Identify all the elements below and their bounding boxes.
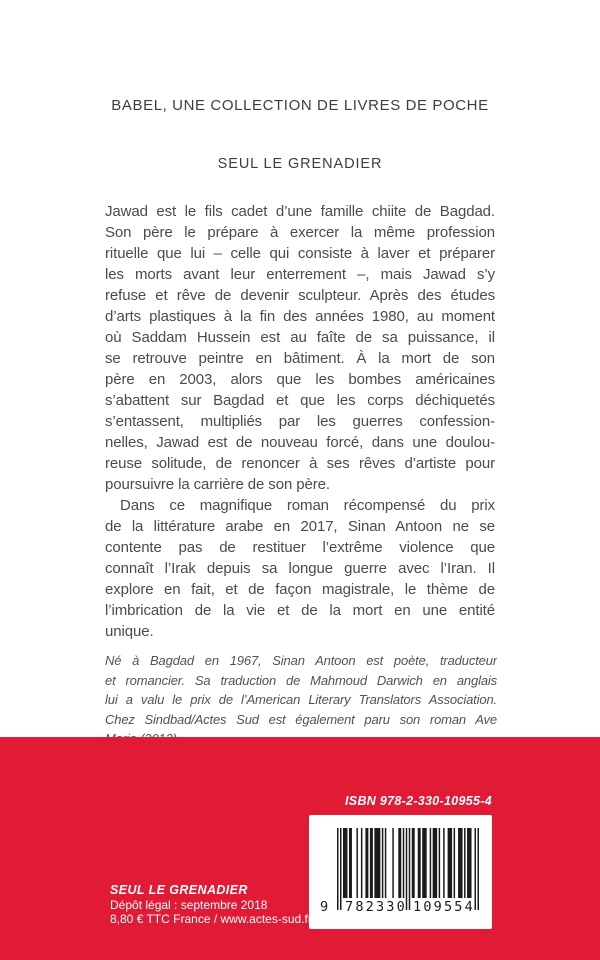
barcode-digit-lead: 9 bbox=[320, 899, 329, 915]
synopsis-line: Son père le prépare à exercer la même profession bbox=[105, 224, 495, 241]
synopsis-line: poursuivre la carrière de son père. bbox=[105, 476, 330, 493]
bio-line: lui a valu le prix de l’American Literary Translators Association. bbox=[105, 692, 497, 707]
imprint-legal: Dépôt légal : septembre 2018 bbox=[110, 897, 268, 912]
synopsis-line: refuse et rêve de devenir sculpteur. Après des études bbox=[105, 287, 495, 304]
collection-header: BABEL, UNE COLLECTION DE LIVRES DE POCHE bbox=[111, 97, 489, 114]
synopsis-line: s’abattent sur Bagdad et que les corps déchiquetés bbox=[105, 392, 495, 409]
bio-line: Né à Bagdad en 1967, Sinan Antoon est poète, traducteur bbox=[105, 653, 497, 668]
synopsis-text bbox=[105, 201, 495, 642]
synopsis-line: d’arts plastiques à la fin des années 1980, au moment bbox=[105, 308, 495, 325]
synopsis-line: Dans ce magnifique roman récompensé du prix bbox=[120, 497, 495, 514]
publisher-red-band bbox=[0, 737, 600, 960]
synopsis-line: rituelle que lui – celle qui consiste à laver et préparer bbox=[105, 245, 495, 262]
synopsis-line: contente pas de restituer l’extrême violence que bbox=[105, 539, 495, 556]
synopsis-line: de la littérature arabe en 2017, Sinan Antoon ne se bbox=[105, 518, 495, 535]
book-title-header: SEUL LE GRENADIER bbox=[217, 156, 383, 172]
imprint-block bbox=[110, 883, 312, 927]
imprint-price: 8,80 € TTC France / www.actes-sud.fr bbox=[110, 912, 312, 926]
synopsis-line: nelles, Jawad est de nouveau forcé, dans une doulou- bbox=[105, 434, 495, 451]
synopsis-line: l’imbrication de la vie et de la mort en une entité bbox=[105, 602, 495, 619]
synopsis-line: reuse solitude, de renoncer à ses rêves d’artiste pour bbox=[105, 455, 495, 472]
synopsis-line: s’entassent, multipliés par les guerres confession- bbox=[105, 413, 495, 430]
imprint-title: SEUL LE GRENADIER bbox=[110, 883, 248, 897]
author-bio bbox=[105, 651, 497, 749]
barcode-digit-group2: 109554 bbox=[413, 899, 475, 915]
synopsis-line: connaît l’Irak depuis sa longue guerre avec l’Iran. Il bbox=[105, 560, 495, 577]
barcode-digit-group1: 782330 bbox=[345, 899, 407, 915]
synopsis-line: explore en fait, et de façon magistrale, le thème de bbox=[105, 581, 495, 598]
bio-line: et romancier. Sa traduction de Mahmoud Darwich en anglais bbox=[105, 672, 497, 688]
synopsis-line: unique. bbox=[105, 623, 154, 640]
isbn-label: ISBN 978-2-330-10955-4 bbox=[345, 794, 492, 808]
synopsis-line: père en 2003, alors que les bombes américaines bbox=[105, 371, 495, 388]
bio-line: Chez Sindbad/Actes Sud est également paru son roman Ave bbox=[105, 711, 497, 727]
synopsis-line: où Saddam Hussein est au faîte de sa puissance, il bbox=[105, 329, 495, 346]
barcode bbox=[309, 815, 492, 929]
synopsis-line: les morts avant leur enterrement –, mais Jawad s’y bbox=[105, 266, 495, 283]
barcode-bars bbox=[337, 828, 479, 910]
synopsis-line: Jawad est le fils cadet d’une famille chiite de Bagdad. bbox=[105, 203, 495, 220]
synopsis-line: se retrouve peintre en bâtiment. À la mort de son bbox=[105, 350, 495, 367]
